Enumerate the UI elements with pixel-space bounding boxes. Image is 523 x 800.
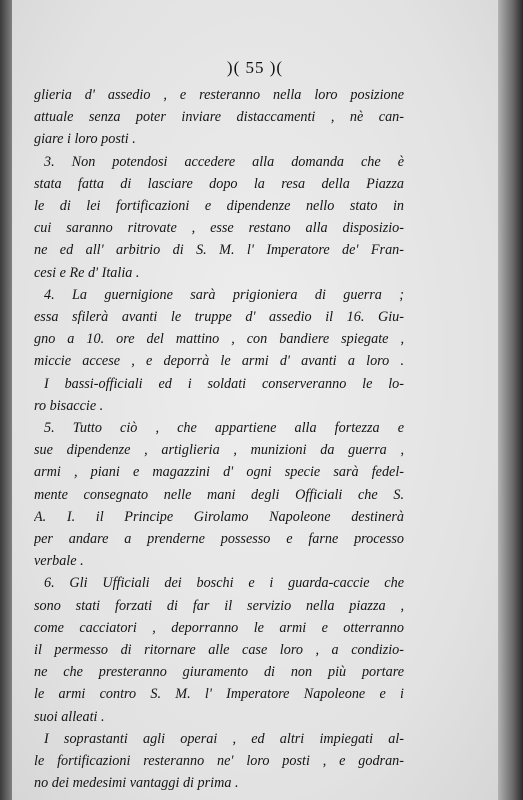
paper-page: [12, 0, 498, 800]
text-line: ro bisaccie .: [34, 397, 104, 414]
text-line: suoi alleati .: [34, 708, 105, 725]
text-line: 6. Gli Ufficiali dei boschi e i guarda-caccie che: [44, 575, 404, 592]
text-line: I soprastanti agli operai , ed altri impiegati al-: [44, 730, 404, 747]
text-line: ne che presteranno giuramento di non più portare: [34, 664, 404, 681]
text-line: come cacciatori , deporranno le armi e otterranno: [34, 619, 404, 636]
text-line: le armi contro S. M. l' Imperatore Napoleone e i: [34, 686, 404, 703]
text-line: gno a 10. ore del mattino , con bandiere spiegate ,: [34, 331, 404, 348]
page-number: )( 55 )(: [226, 58, 284, 77]
text-line: stata fatta di lasciare dopo la resa della Piazza: [34, 175, 404, 192]
text-line: A. I. il Principe Girolamo Napoleone destinerà: [34, 508, 404, 525]
text-line: verbale .: [34, 553, 84, 570]
text-line: sue dipendenze , artiglieria , munizioni da guerra ,: [34, 442, 404, 459]
text-line: glieria d' assedio , e resteranno nella loro posizione: [34, 87, 404, 103]
text-line: armi , piani e magazzini d' ogni specie sarà fedel-: [34, 464, 404, 481]
text-line: I bassi-officiali ed i soldati conserveranno le lo-: [44, 375, 404, 392]
text-line: ne ed all' arbitrio di S. M. l' Imperatore de' Fran-: [34, 242, 404, 259]
text-line: il permesso di ritornare alle case loro , a condizio-: [34, 642, 404, 659]
text-line: mente consegnato nelle mani degli Officiali che S.: [34, 486, 404, 503]
text-line: essa sfilerà avanti le truppe d' assedio il 16. Giu-: [34, 309, 404, 326]
text-line: no dei medesimi vantaggi di prima .: [34, 775, 239, 792]
text-line: 3. Non potendosi accedere alla domanda che è: [44, 153, 404, 170]
text-line: giare i loro posti .: [34, 131, 136, 148]
text-line: 4. La guernigione sarà prigioniera di guerra ;: [44, 286, 404, 303]
text-line: cui saranno ritrovate , esse restano alla disposizio-: [34, 220, 404, 237]
text-line: sono stati forzati di far il servizio nella piazza ,: [34, 597, 404, 614]
text-line: attuale senza poter inviare distaccamenti , nè can-: [34, 109, 404, 126]
text-line: 5. Tutto ciò , che appartiene alla fortezza e: [44, 420, 404, 437]
book-edge-right: [497, 0, 523, 800]
body-text: [34, 84, 404, 795]
text-line: le di lei fortificazioni e dipendenze nello stato in: [34, 198, 404, 215]
text-line: le fortificazioni resteranno ne' loro posti , e godran-: [34, 753, 404, 770]
text-line: miccie accese , e deporrà le armi d' avanti a loro .: [34, 353, 404, 370]
text-line: cesi e Re d' Italia .: [34, 264, 140, 281]
text-line: per andare a prenderne possesso e farne processo: [34, 531, 404, 548]
